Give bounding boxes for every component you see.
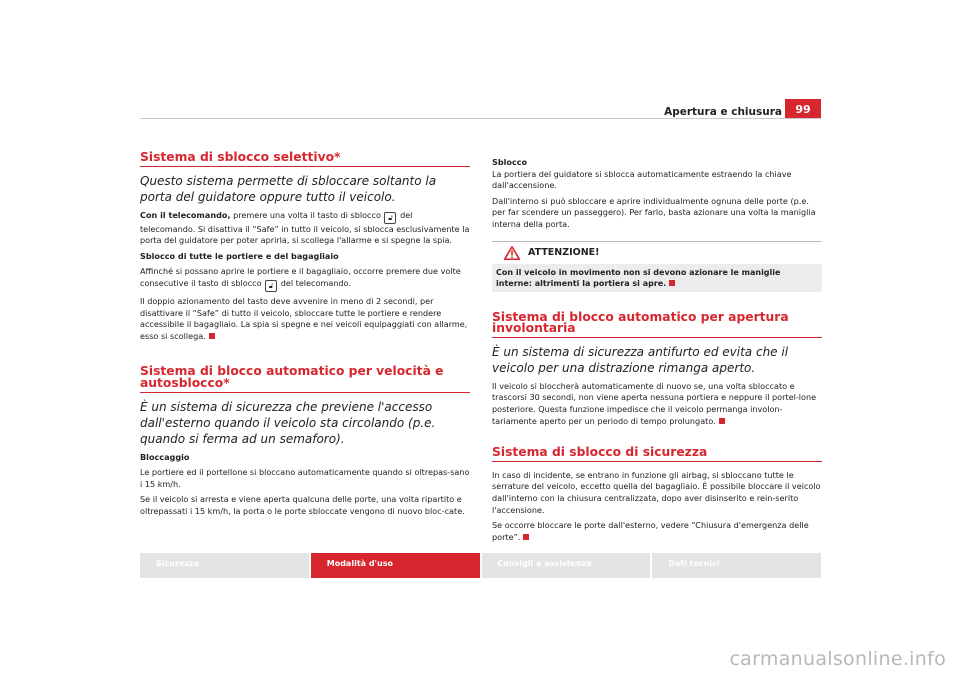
right-column: [492, 157, 822, 547]
subheading: Bloccaggio: [140, 451, 190, 462]
paragraph: Con il telecomando, premere una volta il tasto di sblocco 🔓︎ del telecomando. Si disattiva il “Safe” in tutto il veicolo, si sblocca esclusivamente la porta del guidatore per poter aprirla, si scollega l'allarme e si spegne la spia.: [140, 209, 470, 246]
section-heading-safety-unlock: Sistema di sblocco di sicurezza: [492, 447, 822, 462]
end-square-icon: [719, 418, 725, 424]
warning-title: ATTENZIONE!: [528, 246, 600, 258]
section-intro: È un sistema di sicurezza antifurto ed evita che il veicolo per una distrazione rimanga aperto.: [492, 344, 789, 375]
end-square-icon: [523, 534, 529, 540]
chapter-title: Apertura e chiusura: [664, 106, 782, 118]
unlock-key-icon: 🔓︎: [265, 280, 277, 292]
paragraph: Affinché si possano aprire le portiere e il bagagliaio, occorre premere due volte consecutive il tasto di sblocco 🔓︎ del telecomando.: [140, 266, 461, 290]
page-number: 99: [785, 99, 821, 119]
section-intro: È un sistema di sicurezza che previene l'accesso dall'esterno quando il veicolo sta circolando (p.e. quando si ferma ad un semaforo).: [140, 399, 436, 446]
paragraph: La portiera del guidatore si sblocca automaticamente estraendo la chiave dall'accensione.: [492, 168, 792, 191]
bold-lead: Con il telecomando,: [140, 209, 231, 220]
header-rule: [140, 118, 821, 119]
unlock-key-icon: 🔓︎: [384, 212, 396, 224]
paragraph: Se occorre bloccare le porte dall'esterno, vedere “Chiusura d'emergenza delle porte”.: [492, 520, 809, 542]
left-column: [140, 152, 470, 522]
paragraph: Le portiere ed il portellone si bloccano automaticamente quando si oltrepas-sano i 15 km/h.: [140, 467, 470, 489]
subheading: Sblocco di tutte le portiere e del bagagliaio: [140, 250, 339, 261]
paragraph: Dall'interno si può sbloccare e aprire individualmente ognuna delle porte (p.e. per far scendere un passeggero). Per farlo, basta azionare una volta la maniglia interna della porta.: [492, 195, 816, 229]
footer-tab-sicurezza[interactable]: Sicurezza: [140, 553, 309, 578]
end-square-icon: [209, 333, 215, 339]
footer-tab-consigli-assistenza[interactable]: Consigli e assistenza: [482, 553, 651, 578]
warning-header: [492, 241, 822, 264]
section-heading-auto-relock: Sistema di blocco automatico per apertura involontaria: [492, 312, 822, 338]
paragraph: Il veicolo si bloccherà automaticamente di nuovo se, una volta sbloccato e trascorsi 30 secondi, non viene aperta nessuna portiera e neppure il portel-lone posteriore. Questa funzione impedisce che il veicolo permanga involon-tariamente aperto per un periodo di tempo prolungato.: [492, 380, 817, 426]
watermark: carmanualsonline.info: [729, 648, 946, 670]
warning-box: [492, 241, 822, 292]
footer-nav: [140, 553, 821, 578]
end-square-icon: [669, 280, 675, 286]
paragraph: Se il veicolo si arresta e viene aperta qualcuna delle porte, una volta ripartito e oltrepassati i 15 km/h, la porta o le porte sbloccate vengono di nuovo bloc-cate.: [140, 494, 465, 516]
warning-triangle-icon: [504, 246, 520, 260]
section-heading-speed-lock: Sistema di blocco automatico per velocità e autosblocco*: [140, 366, 470, 392]
subheading: Sblocco: [492, 157, 528, 167]
section-intro: Questo sistema permette di sbloccare soltanto la porta del guidatore oppure tutto il veicolo.: [140, 173, 437, 204]
paragraph: Il doppio azionamento del tasto deve avvenire in meno di 2 secondi, per disattivare il “Safe” di tutto il veicolo, sbloccare tutte le portiere e rendere accessibile il bagagliaio. La spia si spegne e nei veicoli equipaggiati con allarme, esso si scollega.: [140, 295, 468, 341]
footer-tab-dati-tecnici[interactable]: Dati tecnici: [652, 553, 821, 578]
paragraph: In caso di incidente, se entrano in funzione gli airbag, si sbloccano tutte le serrature del veicolo, eccetto quella del bagagliaio. È possibile bloccare il veicolo dall'interno con la chiusura centralizzata, dopo aver disinserito e rein-serito l'accensione.: [492, 469, 821, 515]
section-heading-selective-unlock: Sistema di sblocco selettivo*: [140, 152, 470, 167]
warning-text: Con il veicolo in movimento non si devono azionare le maniglie interne: altrimenti la portiera si apre.: [492, 264, 822, 292]
footer-tab-modalita-duso[interactable]: Modalità d'uso: [311, 553, 480, 578]
